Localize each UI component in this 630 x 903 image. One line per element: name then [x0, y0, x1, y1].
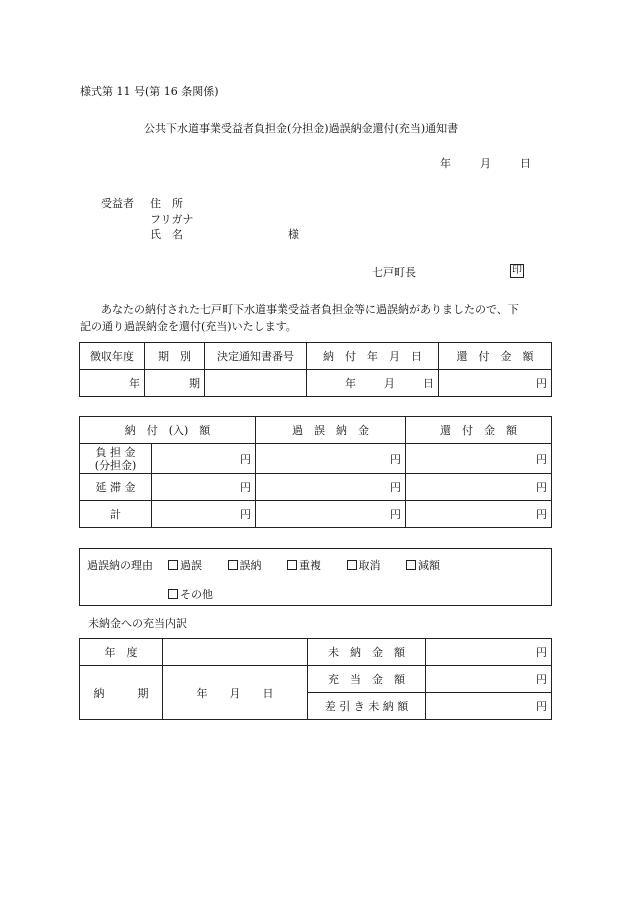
cell-period: 期 [145, 370, 205, 397]
label-appropriated-amount: 充 当 金 額 [308, 666, 426, 693]
date-month: 月 [480, 157, 491, 170]
label-unpaid-amount: 未 納 金 額 [308, 639, 426, 666]
option-reduction[interactable] [406, 559, 440, 572]
cell-yen: 円 [256, 444, 406, 474]
cell-payment-date [307, 370, 439, 397]
row-label-late-fee: 延 滞 金 [80, 474, 152, 501]
cell-yen: 円 [256, 501, 406, 528]
option-label: 過誤 [180, 559, 202, 572]
header-overpayment: 過 誤 納 金 [256, 417, 406, 444]
header-period: 期 別 [145, 343, 205, 370]
pay-month: 月 [384, 377, 395, 390]
cell-yen: 円 [152, 501, 256, 528]
due-year: 年 [196, 686, 208, 700]
cell-fiscal-year: 年 [80, 370, 145, 397]
reason-options [168, 557, 462, 573]
checkbox-icon[interactable] [347, 560, 357, 570]
header-refund-amount: 還 付 金 額 [406, 417, 552, 444]
document-title: 公共下水道事業受益者負担金(分担金)過誤納金還付(充当)通知書 [144, 122, 459, 135]
date-line [440, 155, 531, 171]
honorific: 様 [288, 228, 299, 241]
overpayment-table [79, 416, 552, 528]
appropriation-heading: 未納金への充当内訳 [88, 617, 187, 630]
burden-sublabel: (分担金) [94, 458, 137, 472]
option-duplicate[interactable] [287, 559, 321, 572]
cell-yen: 円 [406, 501, 552, 528]
row-label-total: 計 [80, 501, 152, 528]
option-label: 誤納 [239, 559, 262, 572]
reason-box [79, 548, 552, 606]
refund-detail-table [79, 342, 552, 397]
cell-refund-amount: 円 [439, 370, 552, 397]
option-label: その他 [180, 588, 213, 601]
cell-yen: 円 [426, 639, 552, 666]
option-other[interactable] [168, 586, 213, 602]
form-number: 様式第 11 号(第 16 条関係) [80, 85, 219, 98]
burden-label: 負 担 金 [95, 445, 136, 459]
body-line-2: 記の通り過誤納金を還付(充当)いたします。 [80, 320, 297, 333]
table-row [80, 343, 552, 370]
header-notice-number: 決定通知書番号 [205, 343, 307, 370]
cell-yen: 円 [426, 693, 552, 720]
checkbox-icon[interactable] [228, 560, 238, 570]
row-label-burden [80, 444, 152, 474]
label-remaining-unpaid: 差 引 き 未 納 額 [308, 693, 426, 720]
name-label: 氏 名 [150, 228, 183, 241]
issuer-title: 七戸町長 [372, 266, 416, 279]
header-fiscal-year: 徴収年度 [80, 343, 145, 370]
header-refund-amount: 還 付 金 額 [439, 343, 552, 370]
recipient-label: 受益者 [101, 197, 134, 210]
cell-fiscal-year [163, 639, 308, 666]
checkbox-icon[interactable] [168, 589, 178, 599]
cell-yen: 円 [256, 474, 406, 501]
header-paid-amount: 納 付 (入) 額 [80, 417, 256, 444]
table-row [80, 666, 552, 693]
due-month: 月 [229, 686, 241, 700]
seal [510, 263, 524, 278]
cell-due-date [163, 666, 308, 720]
address-label: 住 所 [150, 197, 183, 210]
date-day: 日 [520, 157, 531, 170]
option-label: 重複 [299, 559, 321, 572]
label-fiscal-year: 年 度 [80, 639, 163, 666]
checkbox-icon[interactable] [168, 560, 178, 570]
option-cancellation[interactable] [347, 559, 381, 572]
cell-notice-number [205, 370, 307, 397]
table-row [80, 370, 552, 397]
table-row [80, 444, 552, 474]
option-mispayment[interactable] [228, 559, 262, 572]
cell-yen: 円 [152, 444, 256, 474]
pay-day: 日 [423, 377, 434, 390]
pay-year: 年 [345, 377, 356, 390]
cell-yen: 円 [406, 444, 552, 474]
checkbox-icon[interactable] [287, 560, 297, 570]
label-due-period: 納 期 [80, 666, 163, 720]
option-label: 取消 [358, 559, 381, 572]
furigana-label: フリガナ [150, 213, 194, 226]
seal-mark: 印 [512, 265, 522, 276]
option-error[interactable] [168, 559, 202, 572]
table-row [80, 639, 552, 666]
table-row [80, 474, 552, 501]
option-label: 減額 [418, 559, 440, 572]
cell-yen: 円 [152, 474, 256, 501]
table-row [80, 501, 552, 528]
due-day: 日 [262, 686, 274, 700]
checkbox-icon[interactable] [406, 560, 416, 570]
header-payment-date: 納 付 年 月 日 [307, 343, 439, 370]
cell-yen: 円 [426, 666, 552, 693]
table-row [80, 417, 552, 444]
date-year: 年 [440, 157, 451, 170]
cell-yen: 円 [406, 474, 552, 501]
appropriation-table [79, 638, 552, 720]
reason-label: 過誤納の理由 [87, 559, 153, 572]
body-line-1: あなたの納付された七戸町下水道事業受益者負担金等に過誤納がありましたので、下 [101, 303, 519, 316]
